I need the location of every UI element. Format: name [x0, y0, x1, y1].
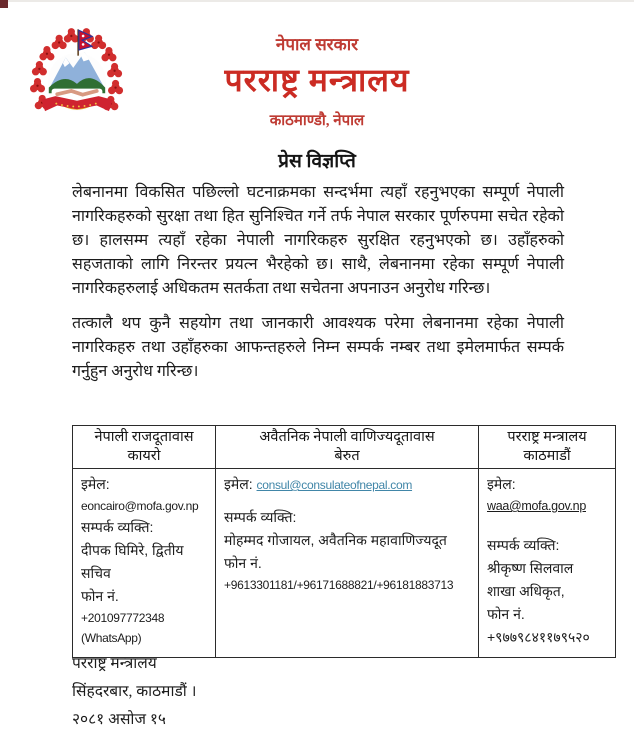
- email-link-mofa[interactable]: waa@mofa.gov.np: [487, 499, 586, 513]
- document-title: प्रेस विज्ञप्ति: [278, 151, 356, 172]
- phone-consulate-beirut: +9613301181/+96171688821/+96181883713: [224, 578, 454, 592]
- header-consulate-beirut: [216, 426, 479, 469]
- header-embassy-cairo-line2: कायरो: [127, 448, 161, 464]
- email-label: इमेल:: [81, 476, 110, 492]
- ministry-location: काठमाण्डौ, नेपाल: [269, 113, 365, 129]
- phone-label: फोन नं.: [81, 588, 119, 604]
- contact-table: [72, 425, 616, 658]
- header-embassy-cairo: [73, 426, 216, 469]
- email-line-beirut: [224, 473, 471, 496]
- signature-date: २०८१ असोज १५: [72, 711, 166, 728]
- ministry-name: परराष्ट्र मन्त्रालय: [224, 62, 410, 98]
- phone-note-whatsapp: (WhatsApp): [81, 631, 142, 645]
- header-embassy-cairo-line1: नेपाली राजदूतावास: [94, 429, 194, 445]
- phone-embassy-cairo: +201097772348: [81, 611, 165, 625]
- header-consulate-beirut-line1: अवैतनिक नेपाली वाणिज्यदूतावास: [259, 429, 435, 445]
- email-label: इमेल:: [224, 476, 253, 492]
- header-mofa-kathmandu-line1: परराष्ट्र मन्त्रालय: [507, 429, 587, 445]
- signature-block: [72, 650, 197, 734]
- header-mofa-kathmandu: [479, 426, 616, 469]
- cell-mofa-kathmandu: [479, 469, 616, 658]
- scan-top-edge: [0, 0, 634, 2]
- header-mofa-kathmandu-line2: काठमाडौं: [523, 448, 571, 464]
- contact-person-label: सम्पर्क व्यक्ति:: [487, 537, 560, 553]
- press-release-body: [72, 181, 564, 384]
- contact-person-label: सम्पर्क व्यक्ति:: [224, 509, 297, 525]
- email-label: इमेल:: [487, 476, 516, 492]
- contact-person-mofa: श्रीकृष्ण सिलवाल: [487, 560, 574, 576]
- phone-mofa: +९७७९८४११७९५२०: [487, 629, 590, 645]
- paragraph-2: तत्कालै थप कुनै सहयोग तथा जानकारी आवश्यक परेमा लेबनानमा रहेका नेपाली नागरिकहरु तथा उहाँहरुका आफन्तहरुले निम्न सम्पर्क नम्बर तथा इमेलमार्फत सम्पर्क गर्नुहुन अनुरोध गरिन्छ।: [72, 315, 564, 380]
- government-name: नेपाल सरकार: [275, 35, 359, 54]
- email-link-consulate-beirut[interactable]: consul@consulateofnepal.com: [256, 478, 413, 492]
- letterhead: [0, 32, 634, 130]
- cell-embassy-cairo: [73, 469, 216, 658]
- phone-label: फोन नं.: [224, 555, 262, 571]
- email-embassy-cairo: eoncairo@mofa.gov.np: [81, 499, 199, 513]
- contact-person-beirut: मोहम्मद गोजायल, अवैतनिक महावाणिज्यदूत: [224, 532, 447, 548]
- contact-table-body-row: [73, 469, 616, 658]
- scan-corner-artifact: [0, 0, 8, 8]
- signature-address: सिंहदरबार, काठमाडौं ।: [72, 683, 197, 700]
- signature-ministry: परराष्ट्र मन्त्रालय: [72, 655, 157, 672]
- header-consulate-beirut-line2: बेरुत: [334, 448, 360, 464]
- contact-table-header-row: [73, 426, 616, 469]
- contact-person-label: सम्पर्क व्यक्ति:: [81, 519, 154, 535]
- paragraph-1: लेबनानमा विकसित पछिल्लो घटनाक्रमका सन्दर्भमा त्यहाँ रहनुभएका सम्पूर्ण नेपाली नागरिकहरुको सुरक्षा तथा हित सुनिश्चित गर्ने तर्फ नेपाल सरकार पूर्णरुपमा सचेत रहेको छ। हालसम्म त्यहाँ रहेका नेपाली नागरिकहरु सुरक्षित रहनुभएको छ। उहाँहरुको सहजताको लागि निरन्तर प्रयत्न भैरहेको छ। साथै, लेबनानमा रहेका सम्पूर्ण नेपाली नागरिकहरुलाई अधिकतम सतर्कता तथा सचेतना अपनाउन अनुरोध गरिन्छ।: [72, 184, 564, 297]
- phone-label: फोन नं.: [487, 606, 525, 622]
- contact-person-cairo: दीपक घिमिरे, द्वितीय सचिव: [81, 542, 184, 581]
- cell-consulate-beirut: [216, 469, 479, 658]
- contact-title-mofa: शाखा अधिकृत,: [487, 583, 565, 599]
